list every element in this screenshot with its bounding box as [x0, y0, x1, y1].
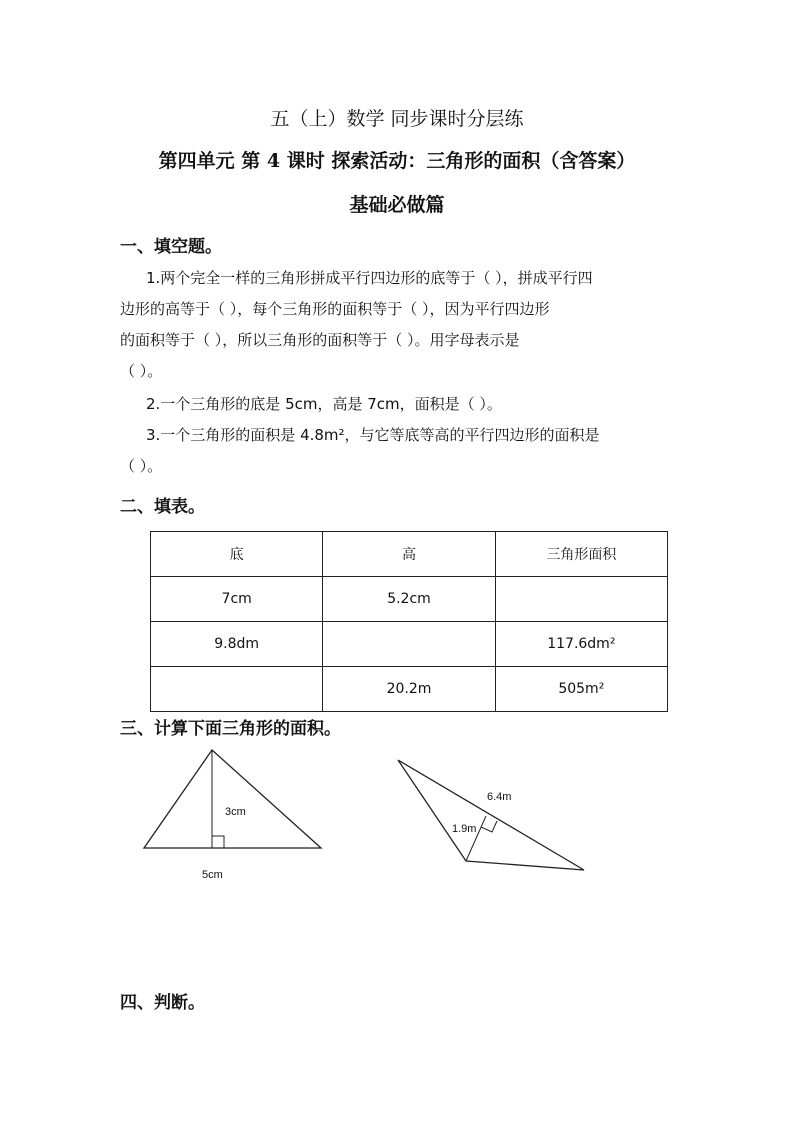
page-title: 五（上）数学 同步课时分层练 — [270, 108, 524, 130]
question-1-line-3: 的面积等于（ ），所以三角形的面积等于（ ）。用字母表示是 — [120, 331, 520, 349]
triangle-figures — [130, 740, 650, 890]
table-header-cell: 底 — [151, 532, 323, 577]
triangle-1-height-label: 3cm — [225, 806, 246, 818]
section-2-heading: 二、填表。 — [120, 497, 205, 517]
triangle-2-side-label: 6.4m — [487, 791, 512, 803]
question-1-line-4: （ ）。 — [120, 362, 163, 380]
question-3-line-2: （ ）。 — [120, 457, 163, 475]
table-row — [151, 622, 668, 667]
triangle-1-outline — [144, 750, 321, 848]
table-cell: 505m² — [495, 667, 667, 712]
table-cell: 9.8dm — [151, 622, 323, 667]
question-3-line-1: 3.一个三角形的面积是 4.8m²，与它等底等高的平行四边形的面积是 — [146, 426, 600, 444]
table-row — [151, 667, 668, 712]
table-cell: 117.6dm² — [495, 622, 667, 667]
table-cell: 7cm — [151, 577, 323, 622]
question-1-line-1: 1.两个完全一样的三角形拼成平行四边形的底等于（ ），拼成平行四 — [146, 269, 593, 287]
table-cell — [151, 667, 323, 712]
section-3-heading: 三、计算下面三角形的面积。 — [120, 719, 341, 739]
table-header-cell: 三角形面积 — [495, 532, 667, 577]
triangle-2-height-label: 1.9m — [452, 823, 477, 835]
triangle-2-outline — [398, 760, 584, 870]
triangle-figure-2 — [398, 760, 584, 870]
lesson-subtitle: 第四单元 第 4 课时 探索活动：三角形的面积（含答案） — [158, 150, 636, 172]
table-cell: 5.2cm — [323, 577, 495, 622]
right-angle-mark-icon — [212, 836, 224, 848]
table-row — [151, 577, 668, 622]
triangle-figure-1 — [144, 750, 321, 881]
question-1-line-2: 边形的高等于（ ），每个三角形的面积等于（ ），因为平行四边形 — [120, 300, 550, 318]
triangle-1-base-label: 5cm — [202, 869, 223, 881]
section-1-heading: 一、填空题。 — [120, 237, 222, 257]
table-header-row — [151, 532, 668, 577]
section-4-heading: 四、判断。 — [120, 993, 205, 1013]
table-cell — [323, 622, 495, 667]
table-cell: 20.2m — [323, 667, 495, 712]
level-heading: 基础必做篇 — [349, 194, 445, 216]
question-2: 2.一个三角形的底是 5cm，高是 7cm，面积是（ ）。 — [146, 395, 502, 413]
table-cell — [495, 577, 667, 622]
fill-table — [150, 531, 668, 712]
table-header-cell: 高 — [323, 532, 495, 577]
